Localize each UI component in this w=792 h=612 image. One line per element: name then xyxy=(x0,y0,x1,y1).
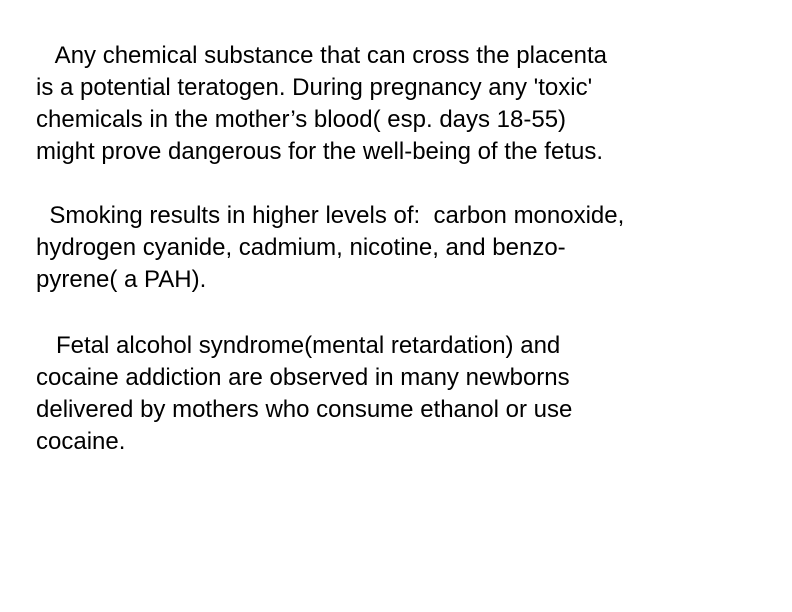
text-line: is a potential teratogen. During pregnancy any 'toxic' xyxy=(36,74,593,101)
text-line: cocaine. xyxy=(36,428,126,455)
text-line: delivered by mothers who consume ethanol or use xyxy=(36,396,573,423)
text-line: Fetal alcohol syndrome(mental retardation) and xyxy=(36,332,561,359)
text-line: Smoking results in higher levels of: carbon monoxide, xyxy=(36,202,625,229)
paragraph-smoking xyxy=(36,200,624,296)
text-line: chemicals in the mother’s blood( esp. days 18-55) xyxy=(36,106,567,133)
paragraph-teratogens xyxy=(36,40,607,168)
text-line: pyrene( a PAH). xyxy=(36,266,207,293)
paragraph-alcohol-cocaine xyxy=(36,330,572,458)
text-line: Any chemical substance that can cross the placenta xyxy=(36,42,607,69)
text-line: might prove dangerous for the well-being of the fetus. xyxy=(36,138,603,165)
text-line: cocaine addiction are observed in many newborns xyxy=(36,364,570,391)
text-line: hydrogen cyanide, cadmium, nicotine, and benzo- xyxy=(36,234,566,261)
